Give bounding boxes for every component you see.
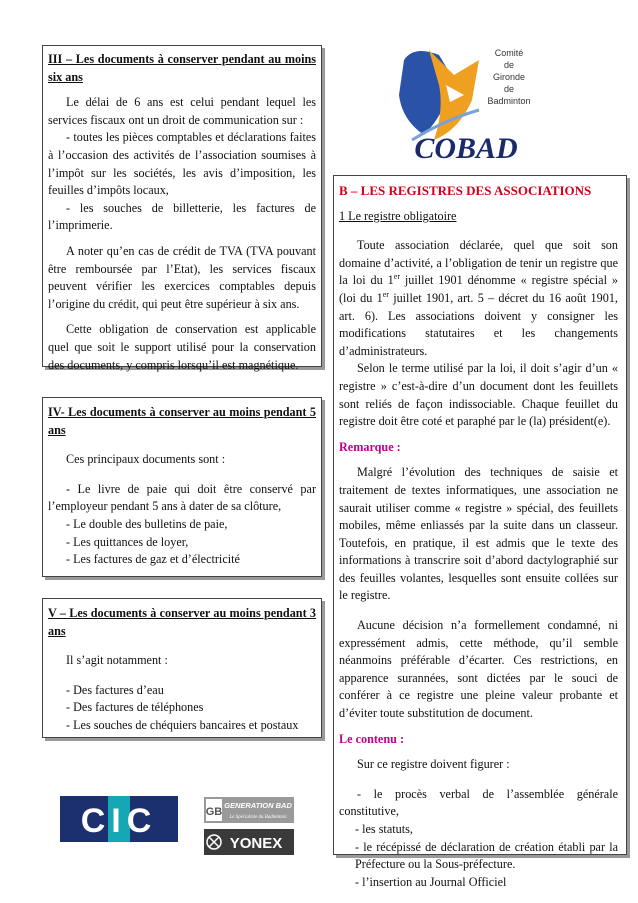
section-b-paragraph: Sur ce registre doivent figurer :	[357, 757, 510, 772]
section-3-paragraph: A noter qu’en cas de crédit de TVA (TVA pouvant être remboursée par l’Etat), les services fiscaux peuvent vérifier les exercices comptables depuis l’origine du crédit, qui peut être supérieur à six ans.	[48, 243, 316, 311]
cobad-text-line: de	[503, 84, 515, 94]
section-5-item: - Les souches de chéquiers bancaires et postaux	[66, 717, 299, 732]
section-4-item: - Le double des bulletins de paie,	[66, 516, 228, 531]
section-3-paragraph: Cette obligation de conservation est applicable quel que soit le support utilisé pour la conservation des documents, y compris lorsqu’il est magnétique.	[48, 322, 316, 372]
svg-text:GB: GB	[205, 806, 223, 818]
cic-logo	[54, 790, 184, 848]
section-b-item: - l’insertion au Journal Officiel	[355, 874, 507, 889]
section-5-item: - Des factures de téléphones	[66, 700, 204, 715]
section-5-heading: V – Les documents à conserver au moins pendant 3 ans	[48, 606, 316, 638]
section-b-paragraph: Selon le terme utilisé par la loi, il doit s’agir d’un « registre » c’est-à-dire d’un document dont les feuillets sont reliés de façon indissociable. Chaque feuillet du registre doit être coté et paraphé par le (la) président(e).	[339, 361, 618, 429]
cobad-wordmark: COBAD	[414, 132, 518, 165]
section-5-item: - Des factures d’eau	[66, 682, 164, 697]
section-3-item: - les souches de billetterie, les factures de l’imprimerie.	[48, 200, 316, 233]
section-b-box	[333, 175, 627, 889]
section-b-heading: B – LES REGISTRES DES ASSOCIATIONS	[339, 183, 592, 198]
section-b-subheading: 1 Le registre obligatoire	[339, 208, 457, 223]
section-b-paragraph: Aucune décision n’a formellement condamné, ni expressément admis, cette méthode, qu’il semble néanmoins préférable d’écarter. Ces restrictions, en apparence surannées, sont dictées par le souci de conférer à ce registre une pleine valeur probante et d’éviter toute substitution de document.	[339, 618, 618, 721]
section-b-item: - les statuts,	[355, 822, 413, 836]
generation-bad-tagline: Le Spécialiste du Badminton	[229, 815, 287, 820]
yonex-text: YONEX	[229, 835, 283, 852]
section-4-item: - Les factures de gaz et d’électricité	[66, 552, 240, 567]
section-5-box	[42, 598, 322, 738]
section-4-item: - Le livre de paie qui doit être conservé par l’employeur pendant 5 ans à dater de sa clôture,	[48, 481, 316, 514]
generation-bad-text: GENERATION BAD	[224, 801, 292, 810]
section-4-intro: Ces principaux documents sont :	[66, 452, 226, 467]
section-b-paragraph: Toute association déclarée, quel que soit son domaine d’activité, a l’obligation de tenir un registre que la loi du 1er juillet 1901 dénomme « registre spécial » (loi du 1er juillet 1901, art. 5 – décret du 16 août 1901, art. 6). Les associations doivent y consigner les modifications statutaires et les changements d’administrateurs.	[339, 238, 618, 358]
section-3-item: - toutes les pièces comptables et déclarations faites à l’occasion des activités de l’association soumises à l’impôt sur les sociétés, les avis d’imposition, les feuilles d’impôts locaux,	[48, 130, 316, 198]
section-4-box	[42, 397, 322, 577]
cobad-text-line: Badminton	[487, 96, 531, 106]
section-b-paragraph: Malgré l’évolution des techniques de saisie et traitement de textes informatiques, une association ne saurait utiliser comme « registre » spécial, des feuillets mobiles, même enliassés par la suite dans un classeur. Toutefois, en pratique, il est admis que le texte des informations à transcrire soit d’abord dactylographié sur des feuilles volantes, lesquelles sont ensuite collées sur le registre.	[339, 465, 618, 603]
section-b-item: - le procès verbal de l’assemblée générale constitutive,	[339, 786, 618, 819]
section-3-box	[42, 45, 322, 372]
cobad-text-line: Gironde	[492, 72, 526, 82]
section-b-item: - le récépissé de déclaration de création établi par la Préfecture ou la Sous-préfecture.	[355, 839, 618, 872]
section-4-heading: IV- Les documents à conserver au moins pendant 5 ans	[48, 405, 316, 437]
contenu-heading: Le contenu :	[339, 731, 404, 746]
cic-text: CIC	[80, 802, 158, 840]
cobad-logo	[384, 40, 552, 170]
section-4-item: - Les quittances de loyer,	[66, 534, 189, 549]
section-3-heading: III – Les documents à conserver pendant au moins six ans	[48, 52, 316, 84]
section-5-intro: Il s’agit notamment :	[66, 653, 168, 668]
generation-bad-logo	[204, 797, 294, 823]
remarque-heading: Remarque :	[339, 439, 401, 454]
yonex-logo	[204, 829, 294, 855]
cobad-text-line: de	[503, 60, 515, 70]
section-3-paragraph: Le délai de 6 ans est celui pendant lequel les services fiscaux ont un droit de communication sur :	[48, 95, 316, 127]
cobad-text-line: Comité	[494, 48, 524, 58]
